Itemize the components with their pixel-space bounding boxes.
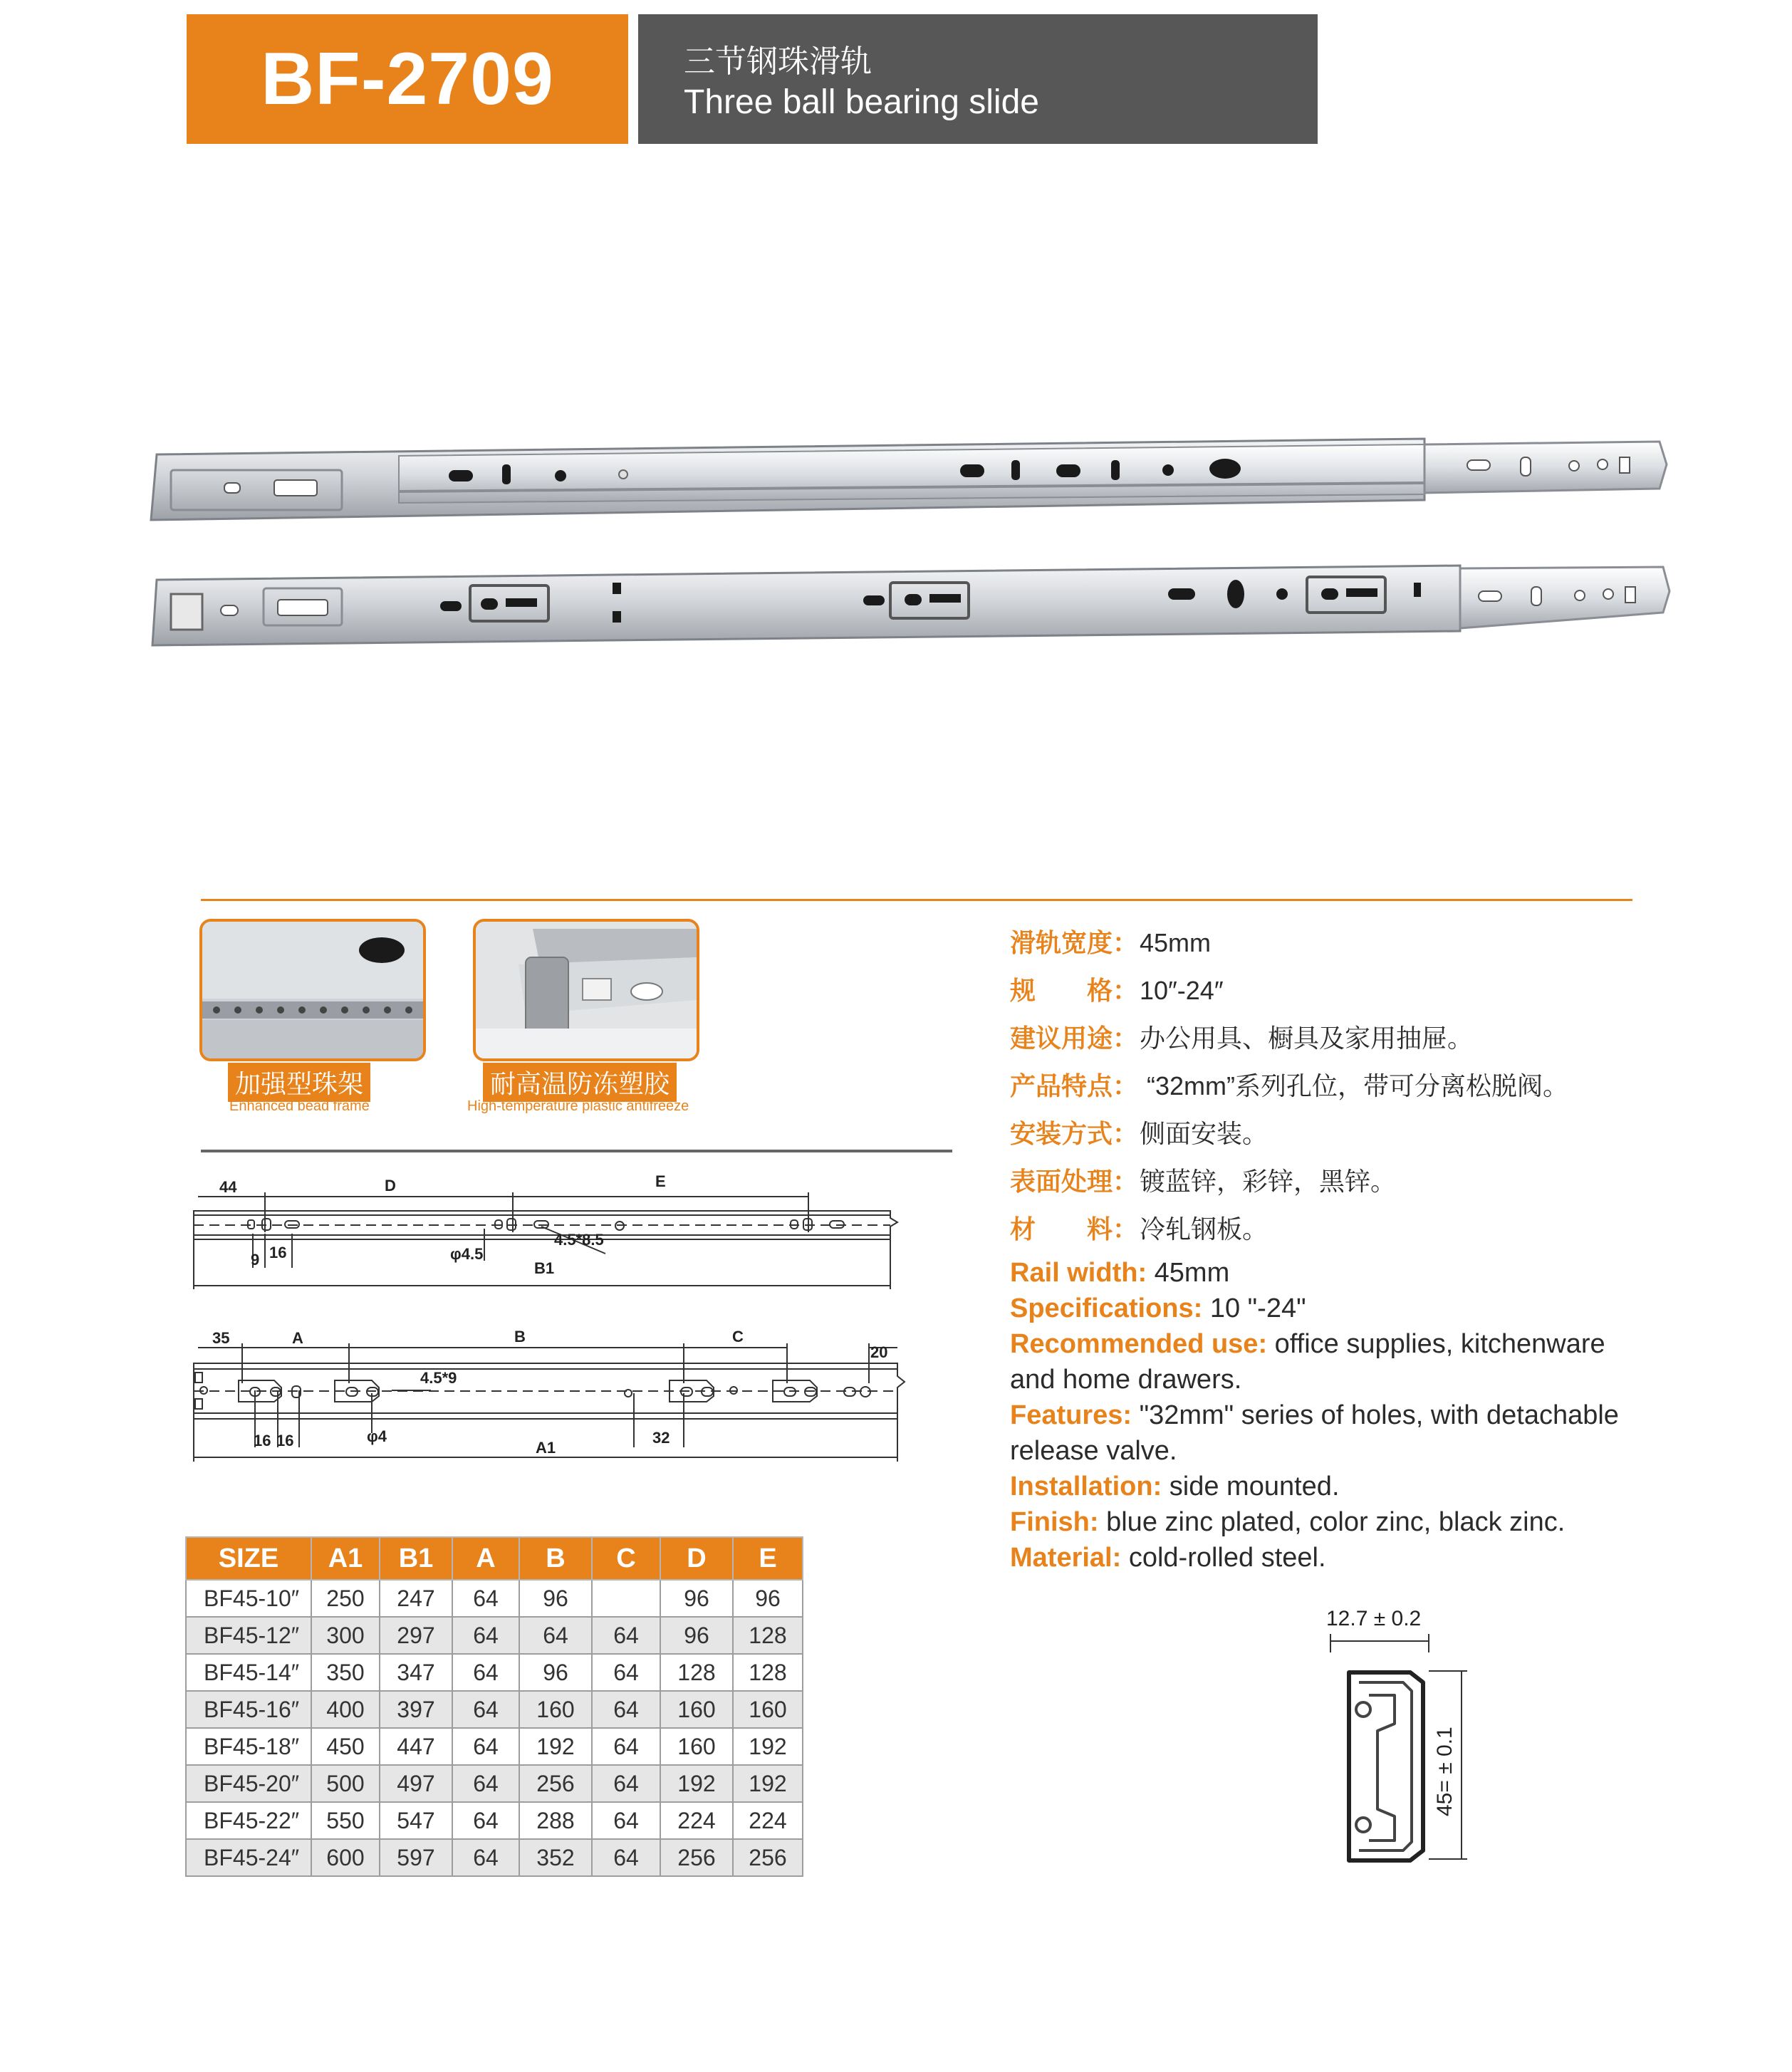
table-cell: 347 — [380, 1654, 452, 1691]
table-row — [186, 1654, 803, 1691]
table-cell: 400 — [311, 1691, 380, 1728]
specs-english — [1010, 1255, 1651, 1576]
table-cell: 500 — [311, 1765, 380, 1802]
spec-en-label: Recommended use: — [1010, 1329, 1268, 1359]
dim-32: 32 — [652, 1429, 670, 1447]
spec-en-row — [1010, 1540, 1651, 1576]
table-cell: 64 — [592, 1617, 660, 1654]
table-cell: 288 — [519, 1802, 592, 1839]
table-cell: 64 — [592, 1654, 660, 1691]
table-cell-size: BF45-22″ — [186, 1802, 311, 1839]
dim-44: 44 — [219, 1178, 237, 1196]
spec-cn-label: 安装方式： — [1010, 1119, 1139, 1148]
drawing-outer-rail — [185, 1319, 912, 1466]
spec-cn-label: 规 格： — [1010, 976, 1139, 1005]
table-cell: 450 — [311, 1728, 380, 1765]
title-english: Three ball bearing slide — [684, 83, 1039, 121]
dim-35: 35 — [212, 1329, 230, 1347]
table-cell: 447 — [380, 1728, 452, 1765]
spec-cn-value: 办公用具、橱具及家用抽屉。 — [1140, 1024, 1474, 1053]
spec-en-value: 10 "-24" — [1202, 1293, 1306, 1323]
spec-en-value: cold-rolled steel. — [1121, 1543, 1326, 1573]
spec-en-label: Rail width: — [1010, 1258, 1147, 1288]
title-banner — [638, 14, 1318, 144]
table-cell: 64 — [592, 1802, 660, 1839]
feature-sublabel-plastic: High-temperature plastic antifreeze — [467, 1098, 689, 1114]
spec-cn-value: “32mm”系列孔位，带可分离松脱阀。 — [1140, 1071, 1568, 1100]
table-cell: 96 — [519, 1654, 592, 1691]
dim-9: 9 — [251, 1251, 260, 1269]
dim-phi4: φ4 — [367, 1427, 387, 1445]
dim-A1: A1 — [536, 1439, 556, 1457]
spec-en-row — [1010, 1255, 1651, 1291]
table-cell: 128 — [733, 1654, 803, 1691]
table-cell: 256 — [660, 1839, 733, 1876]
table-cell: 64 — [452, 1839, 519, 1876]
table-cell: 160 — [733, 1691, 803, 1728]
table-cell: 300 — [311, 1617, 380, 1654]
dim-slot-b: 4.5*9 — [420, 1369, 457, 1387]
spec-cn-value: 冷轧钢板。 — [1140, 1214, 1269, 1244]
spec-cn-row — [1010, 1066, 1568, 1103]
table-cell: 64 — [519, 1617, 592, 1654]
table-cell: 64 — [592, 1728, 660, 1765]
spec-en-label: Finish: — [1010, 1507, 1099, 1537]
table-cell: 64 — [592, 1839, 660, 1876]
col-d: D — [660, 1537, 733, 1580]
spec-cn-value: 45mm — [1140, 928, 1212, 957]
spec-en-row — [1010, 1326, 1651, 1397]
table-cell: 64 — [452, 1691, 519, 1728]
profile-width-label: 12.7 ± 0.2 — [1326, 1607, 1422, 1630]
table-cell-size: BF45-16″ — [186, 1691, 311, 1728]
table-row — [186, 1765, 803, 1802]
table-cell: 550 — [311, 1802, 380, 1839]
table-cell: 224 — [660, 1802, 733, 1839]
spec-cn-row — [1010, 923, 1211, 959]
dim-20: 20 — [870, 1343, 888, 1361]
table-row — [186, 1580, 803, 1617]
table-cell: 64 — [592, 1765, 660, 1802]
table-cell: 247 — [380, 1580, 452, 1617]
spec-cn-label: 表面处理： — [1010, 1167, 1139, 1196]
table-cell: 297 — [380, 1617, 452, 1654]
spec-en-label: Installation: — [1010, 1472, 1162, 1501]
dim-B: B — [514, 1328, 526, 1345]
profile-height-label: 45= ± 0.1 — [1433, 1727, 1457, 1816]
spec-cn-row — [1010, 1162, 1396, 1198]
table-cell: 192 — [519, 1728, 592, 1765]
table-cell: 64 — [452, 1617, 519, 1654]
dim-A: A — [292, 1329, 303, 1347]
table-row — [186, 1802, 803, 1839]
table-cell: 397 — [380, 1691, 452, 1728]
plastic-part-photo — [476, 922, 697, 1058]
spec-cn-row — [1010, 971, 1224, 1007]
col-size: SIZE — [186, 1537, 311, 1580]
table-cell: 96 — [733, 1580, 803, 1617]
table-cell: 250 — [311, 1580, 380, 1617]
table-cell: 352 — [519, 1839, 592, 1876]
spec-cn-value: 镀蓝锌，彩锌，黑锌。 — [1140, 1167, 1397, 1196]
table-cell-size: BF45-18″ — [186, 1728, 311, 1765]
table-row — [186, 1728, 803, 1765]
table-cell: 192 — [733, 1765, 803, 1802]
spec-cn-row — [1010, 1114, 1268, 1150]
table-row — [186, 1691, 803, 1728]
col-a: A — [452, 1537, 519, 1580]
col-c: C — [592, 1537, 660, 1580]
size-table — [185, 1536, 803, 1877]
table-cell: 597 — [380, 1839, 452, 1876]
col-b1: B1 — [380, 1537, 452, 1580]
feature-sublabel-bead-frame: Enhanced bead frame — [229, 1098, 370, 1114]
table-row — [186, 1617, 803, 1654]
table-cell: 256 — [519, 1765, 592, 1802]
dim-E: E — [655, 1172, 666, 1190]
table-cell-size: BF45-12″ — [186, 1617, 311, 1654]
spec-en-label: Features: — [1010, 1400, 1132, 1430]
table-cell: 64 — [452, 1580, 519, 1617]
spec-en-value: 45mm — [1147, 1258, 1230, 1288]
feature-label-bead-frame: 加强型珠架 — [228, 1063, 370, 1102]
dim-16-a: 16 — [254, 1432, 271, 1449]
table-cell: 192 — [660, 1765, 733, 1802]
table-cell: 128 — [733, 1617, 803, 1654]
spec-en-row — [1010, 1469, 1651, 1504]
spec-cn-label: 产品特点： — [1010, 1071, 1139, 1100]
dim-phi45: φ4.5 — [450, 1245, 484, 1263]
col-a1: A1 — [311, 1537, 380, 1580]
table-cell: 160 — [519, 1691, 592, 1728]
slide-extended — [151, 439, 1667, 520]
dim-D: D — [385, 1177, 396, 1194]
col-e: E — [733, 1537, 803, 1580]
spec-en-row — [1010, 1397, 1651, 1469]
table-cell-size: BF45-14″ — [186, 1654, 311, 1691]
spec-cn-value: 10″-24″ — [1140, 976, 1224, 1005]
spec-cn-value: 侧面安装。 — [1140, 1119, 1269, 1148]
spec-cn-row — [1010, 1019, 1473, 1055]
left-divider — [201, 1150, 952, 1152]
table-cell-size: BF45-10″ — [186, 1580, 311, 1617]
table-cell: 600 — [311, 1839, 380, 1876]
spec-en-row — [1010, 1291, 1651, 1326]
table-cell: 350 — [311, 1654, 380, 1691]
spec-en-value: blue zinc plated, color zinc, black zinc. — [1098, 1507, 1566, 1537]
table-cell: 96 — [519, 1580, 592, 1617]
dim-B1: B1 — [534, 1259, 555, 1277]
table-header-row — [186, 1537, 803, 1580]
table-cell: 224 — [733, 1802, 803, 1839]
table-cell: 96 — [660, 1580, 733, 1617]
bead-frame-photo — [202, 922, 423, 1058]
feature-photo-plastic — [473, 919, 699, 1061]
spec-cn-label: 滑轨宽度： — [1010, 928, 1139, 957]
table-row — [186, 1839, 803, 1876]
table-cell: 64 — [452, 1765, 519, 1802]
table-cell: 160 — [660, 1691, 733, 1728]
feature-label-plastic: 耐高温防冻塑胶 — [483, 1063, 677, 1102]
table-cell: 497 — [380, 1765, 452, 1802]
table-cell: 128 — [660, 1654, 733, 1691]
spec-en-label: Specifications: — [1010, 1293, 1203, 1323]
table-cell: 96 — [660, 1617, 733, 1654]
spec-en-value: side mounted. — [1162, 1472, 1340, 1501]
spec-en-row — [1010, 1504, 1651, 1540]
profile-cross-section — [1303, 1603, 1474, 1880]
table-cell: 64 — [592, 1691, 660, 1728]
table-cell: 160 — [660, 1728, 733, 1765]
dim-slot: 4.5*8.5 — [554, 1231, 604, 1249]
model-banner — [187, 14, 628, 144]
model-code: BF-2709 — [261, 37, 554, 120]
title-chinese: 三节钢珠滑轨 — [684, 44, 872, 79]
table-cell — [592, 1580, 660, 1617]
spec-cn-row — [1010, 1209, 1268, 1246]
slide-closed — [152, 566, 1669, 645]
spec-en-label: Material: — [1010, 1543, 1122, 1573]
dim-C: C — [732, 1328, 744, 1345]
table-cell: 64 — [452, 1728, 519, 1765]
spec-en-value: "32mm" series of holes, with detachable release valve. — [1010, 1400, 1619, 1466]
section-divider — [201, 899, 1632, 901]
drawing-inner-rail — [185, 1168, 912, 1296]
feature-photo-bead-frame — [199, 919, 426, 1061]
table-cell-size: BF45-24″ — [186, 1839, 311, 1876]
dim-16: 16 — [269, 1244, 287, 1261]
table-cell: 547 — [380, 1802, 452, 1839]
table-cell: 256 — [733, 1839, 803, 1876]
col-b: B — [519, 1537, 592, 1580]
product-photo-slides — [142, 420, 1681, 677]
table-cell: 64 — [452, 1654, 519, 1691]
table-cell: 64 — [452, 1802, 519, 1839]
table-cell-size: BF45-20″ — [186, 1765, 311, 1802]
spec-cn-label: 材 料： — [1010, 1214, 1139, 1244]
table-cell: 192 — [733, 1728, 803, 1765]
dim-16-b: 16 — [276, 1432, 294, 1449]
spec-cn-label: 建议用途： — [1010, 1024, 1139, 1053]
spec-en-value: office supplies, kitchenware and home drawers. — [1010, 1329, 1605, 1395]
